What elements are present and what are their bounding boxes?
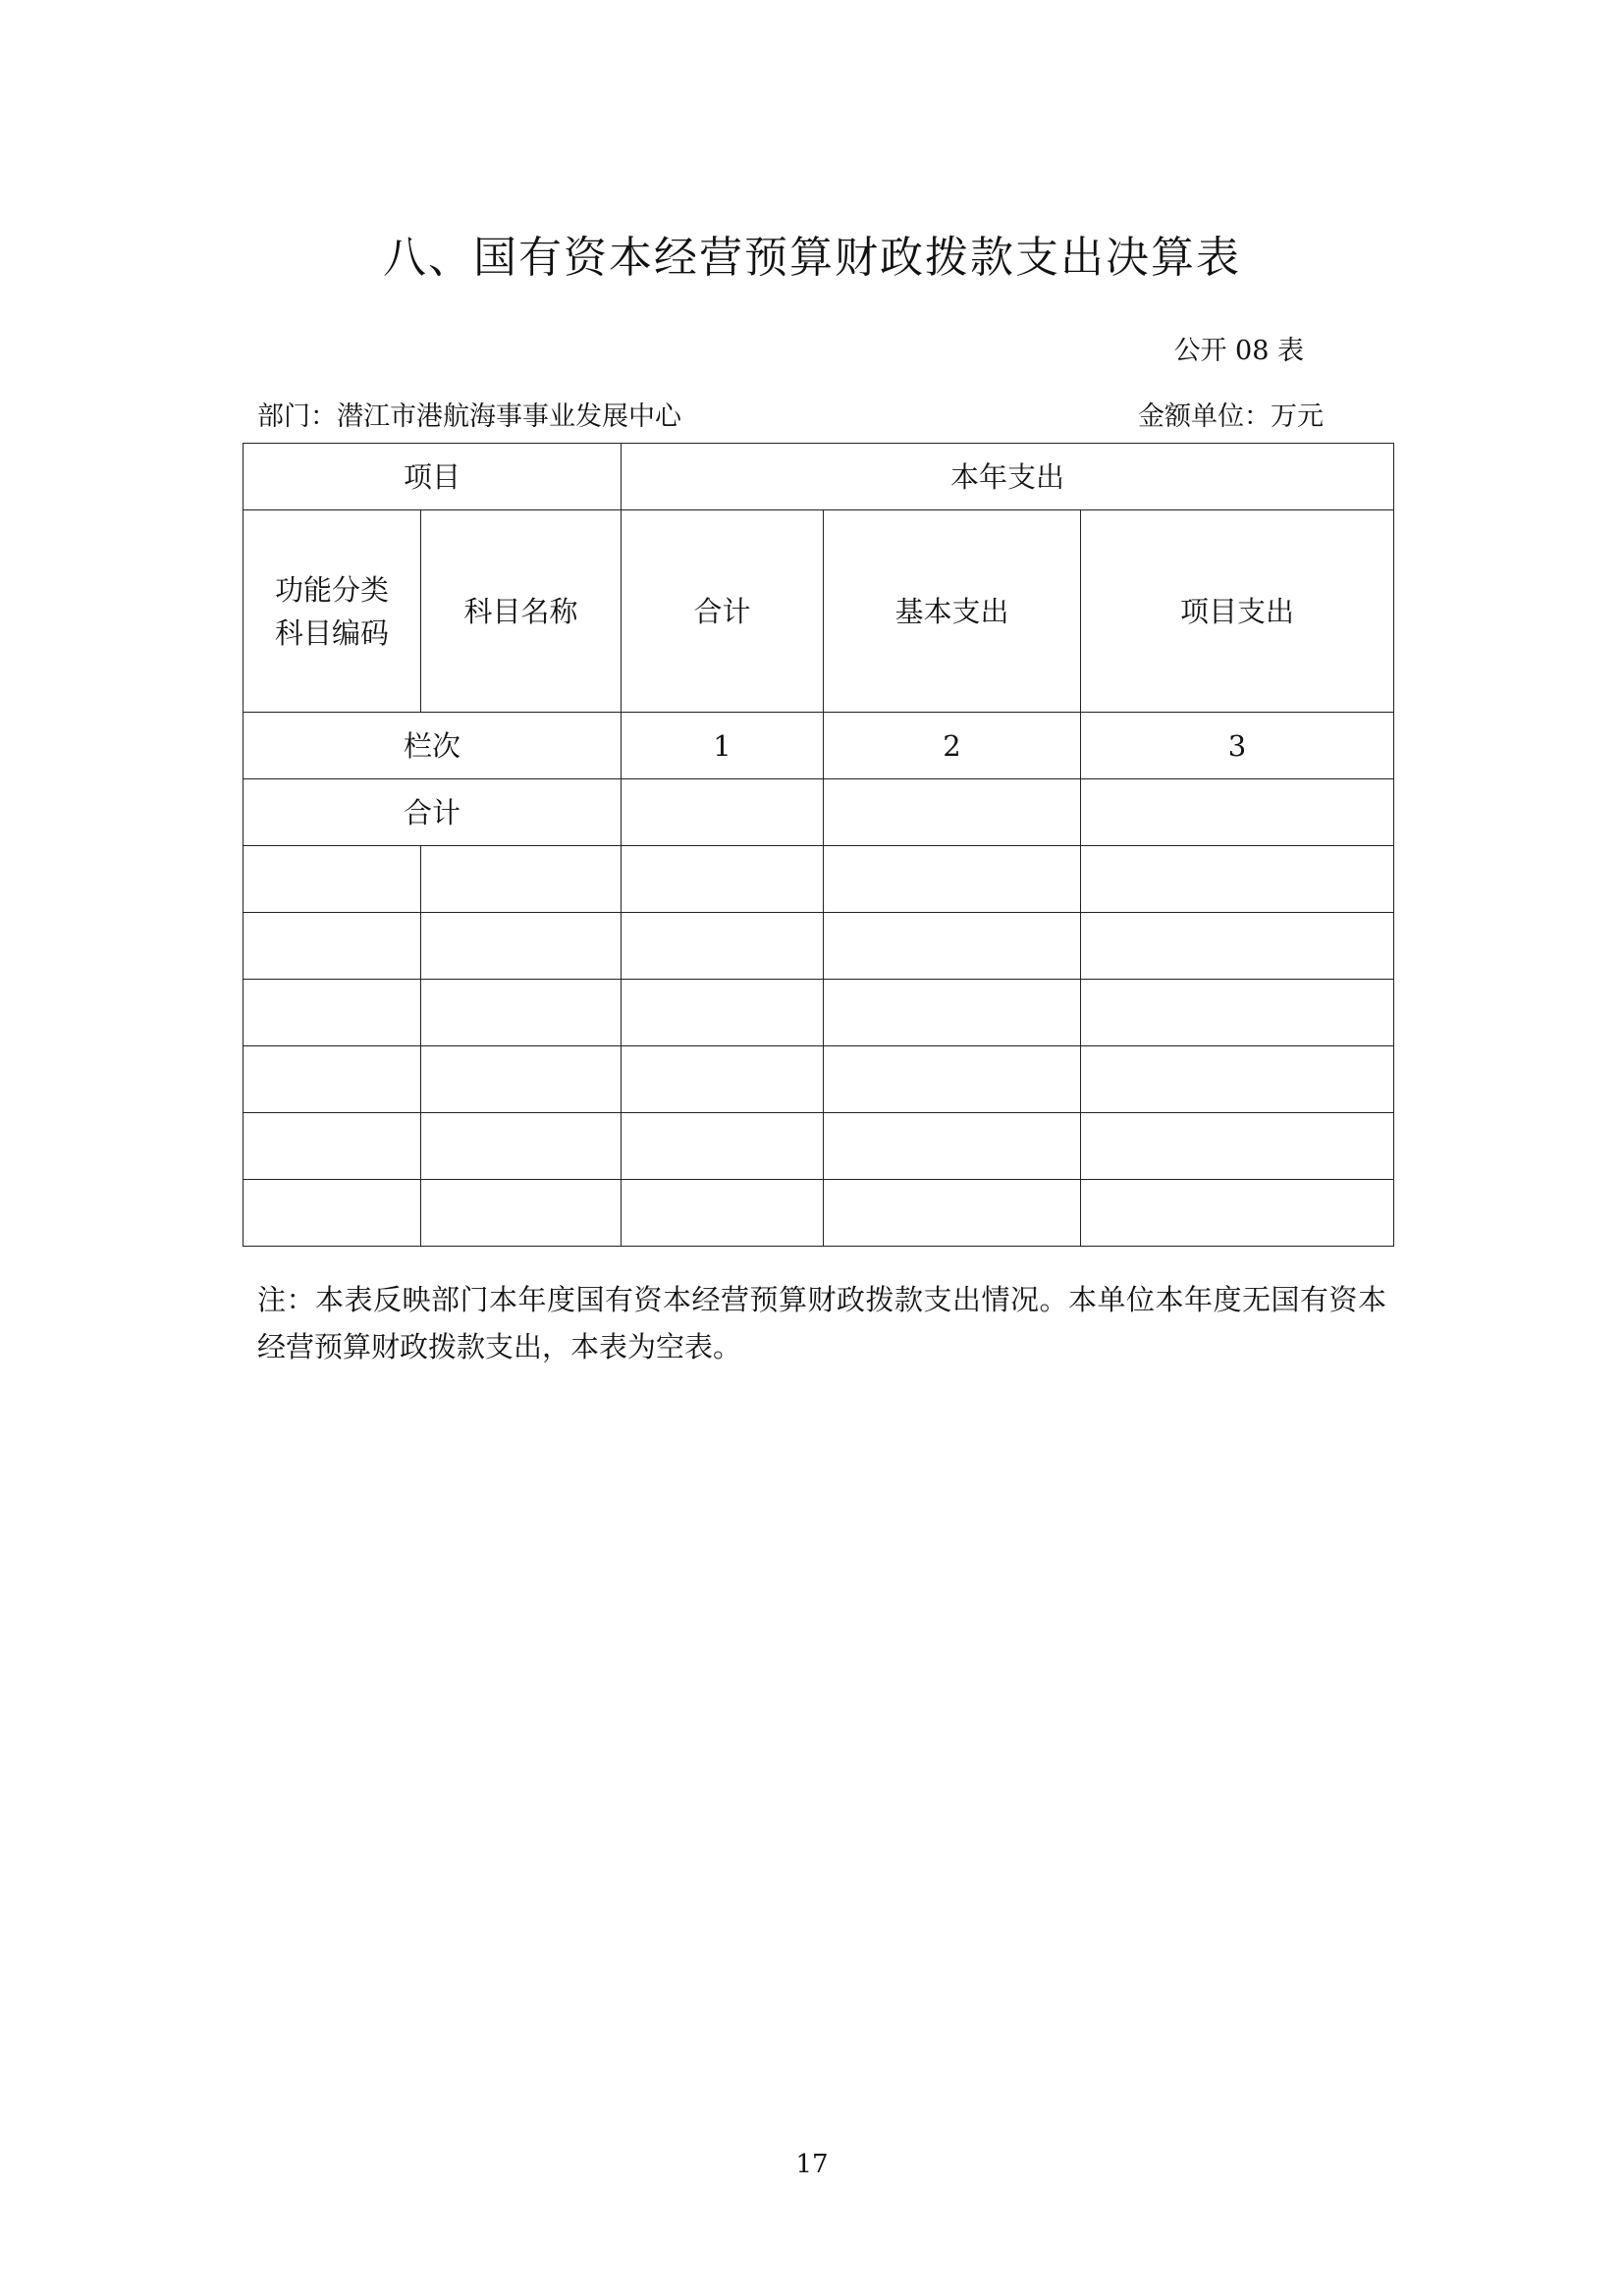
table-row (244, 1113, 1394, 1180)
table-note: 注：本表反映部门本年度国有资本经营预算财政拨款支出情况。本单位本年度无国有资本经营预算财政拨款支出，本表为空表。 (257, 1283, 1386, 1363)
table-cell (824, 1180, 1081, 1247)
index-row (244, 713, 1394, 779)
table-cell (622, 846, 824, 913)
table-cell (622, 1180, 824, 1247)
table-cell (1081, 1180, 1394, 1247)
table-cell (421, 980, 622, 1046)
table-cell (1081, 980, 1394, 1046)
index-1: 1 (622, 713, 824, 779)
col-name-header: 科目名称 (421, 510, 622, 713)
table-cell (824, 980, 1081, 1046)
table-cell (244, 1113, 421, 1180)
table-cell (421, 913, 622, 980)
table-cell (244, 1046, 421, 1113)
index-label: 栏次 (244, 713, 622, 779)
table-subheader-row (244, 510, 1394, 713)
table-cell (1081, 1113, 1394, 1180)
col-total-header: 合计 (622, 510, 824, 713)
table-row (244, 846, 1394, 913)
table-row (244, 1180, 1394, 1247)
page-title: 八、国有资本经营预算财政拨款支出决算表 (383, 233, 1241, 283)
table-cell (421, 846, 622, 913)
col-project-header: 项目支出 (1081, 510, 1394, 713)
total-cell (622, 779, 824, 846)
table-cell (1081, 846, 1394, 913)
table-row (244, 980, 1394, 1046)
total-label: 合计 (244, 779, 622, 846)
table-cell (622, 913, 824, 980)
table-cell (1081, 1046, 1394, 1113)
col-code-header (244, 510, 421, 713)
index-3: 3 (1081, 713, 1394, 779)
page-number: 17 (795, 2150, 829, 2179)
table-cell (622, 980, 824, 1046)
total-project-cell (1081, 779, 1394, 846)
form-code: 公开 08 表 (1173, 336, 1304, 366)
table-cell (622, 1113, 824, 1180)
total-basic-cell (824, 779, 1081, 846)
expense-table (243, 443, 1394, 1247)
col-code-line1: 功能分类 (274, 572, 389, 607)
table-cell (1081, 913, 1394, 980)
table-header-row (244, 444, 1394, 510)
table-cell (244, 846, 421, 913)
table-cell (824, 846, 1081, 913)
table-row (244, 913, 1394, 980)
table-cell (421, 1113, 622, 1180)
table-cell (244, 1180, 421, 1247)
table-cell (421, 1046, 622, 1113)
table-cell (622, 1046, 824, 1113)
table-cell (244, 980, 421, 1046)
table-cell (824, 1113, 1081, 1180)
total-row (244, 779, 1394, 846)
header-item: 项目 (244, 444, 622, 510)
table-cell (244, 913, 421, 980)
index-2: 2 (824, 713, 1081, 779)
table-cell (824, 913, 1081, 980)
table-cell (824, 1046, 1081, 1113)
col-basic-header: 基本支出 (824, 510, 1081, 713)
header-expense: 本年支出 (622, 444, 1394, 510)
department-label: 部门：潜江市港航海事事业发展中心 (257, 401, 681, 432)
table-cell (421, 1180, 622, 1247)
table-row (244, 1046, 1394, 1113)
col-code-line2: 科目编码 (274, 615, 389, 650)
unit-label: 金额单位：万元 (1138, 401, 1324, 432)
